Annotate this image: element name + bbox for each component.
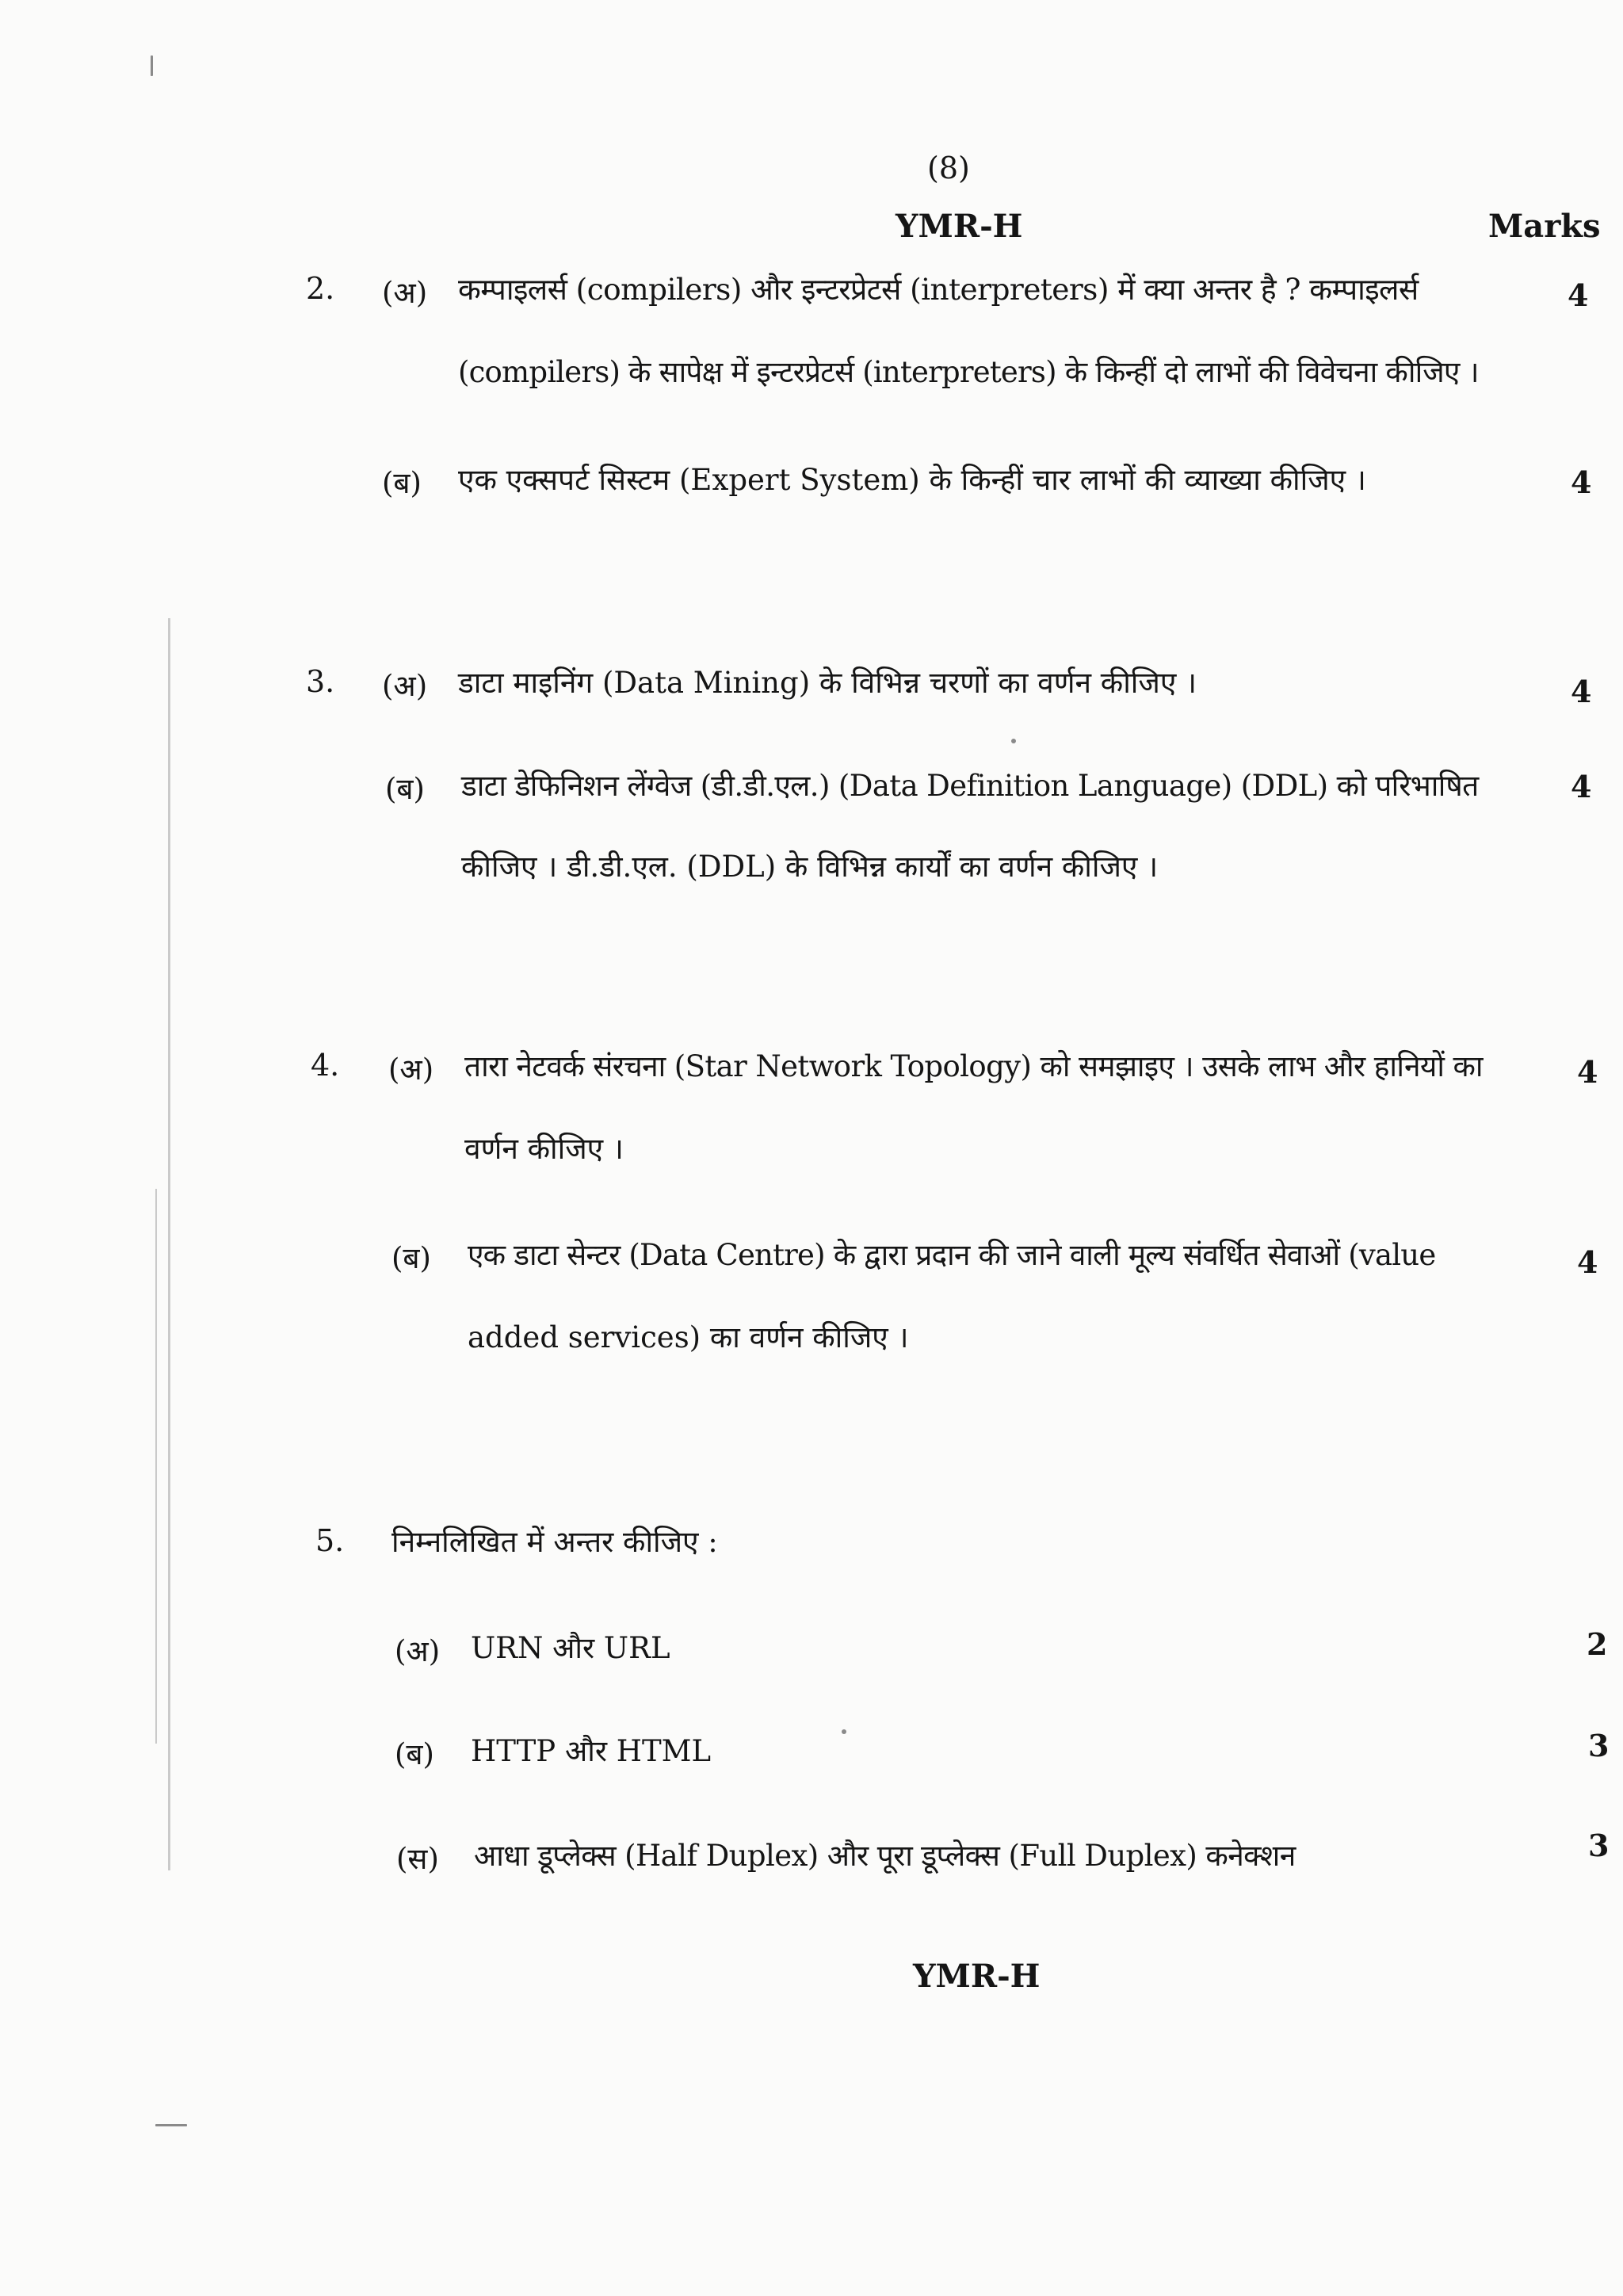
question-text: एक एक्सपर्ट सिस्टम (Expert System) के किन्हीं चार लाभों की व्याख्या कीजिए । (458, 463, 1366, 497)
question-number: 5. (315, 1523, 345, 1558)
question-text: URN और URL (471, 1631, 670, 1665)
scan-speck (1011, 739, 1016, 743)
marks-value: 2 (1587, 1626, 1608, 1662)
marks-value: 4 (1571, 769, 1592, 804)
footer-paper-code: YMR-H (913, 1958, 1041, 1995)
question-stem: निम्नलिखित में अन्तर कीजिए : (391, 1525, 718, 1559)
question-text: कम्पाइलर्स (compilers) और इन्टरप्रेटर्स (interpreters) में क्या अन्तर है ? कम्पाइलर्स (458, 272, 1419, 307)
marks-value: 4 (1568, 277, 1589, 313)
marks-value: 3 (1588, 1828, 1610, 1863)
marks-value: 3 (1588, 1728, 1610, 1763)
scan-margin-line-2 (155, 1189, 157, 1744)
marks-value: 4 (1571, 464, 1592, 500)
question-text: कीजिए । डी.डी.एल. (DDL) के विभिन्न कार्यों का वर्णन कीजिए । (461, 850, 1159, 884)
question-text: एक डाटा सेन्टर (Data Centre) के द्वारा प्रदान की जाने वाली मूल्य संवर्धित सेवाओं (value (468, 1238, 1436, 1272)
part-label: (अ) (395, 1634, 441, 1668)
question-text: added services) का वर्णन कीजिए । (468, 1320, 909, 1354)
scan-speck (151, 55, 153, 76)
question-number: 3. (306, 664, 335, 699)
part-label: (ब) (395, 1737, 434, 1771)
part-label: (स) (396, 1842, 439, 1876)
part-label: (अ) (388, 1052, 434, 1087)
part-label: (ब) (382, 466, 422, 500)
part-label: (अ) (382, 276, 428, 310)
scan-speck (842, 1729, 846, 1734)
scan-margin-line (168, 618, 170, 1870)
question-text: वर्णन कीजिए । (464, 1132, 624, 1166)
marks-heading: Marks (1488, 208, 1601, 245)
marks-value: 4 (1577, 1054, 1598, 1090)
part-label: (अ) (382, 669, 428, 703)
part-label: (ब) (391, 1241, 431, 1275)
part-label: (ब) (385, 772, 425, 806)
marks-value: 4 (1577, 1244, 1598, 1280)
question-text: आधा डूप्लेक्स (Half Duplex) और पूरा डूप्लेक्स (Full Duplex) कनेक्शन (474, 1839, 1296, 1873)
question-text: डाटा डेफिनिशन लेंग्वेज (डी.डी.एल.) (Data Definition Language) (DDL) को परिभाषित (461, 769, 1479, 803)
question-number: 4. (311, 1048, 340, 1083)
page-number: (8) (927, 151, 970, 185)
question-text: (compilers) के सापेक्ष में इन्टरप्रेटर्स (interpreters) के किन्हीं दो लाभों की विवेचना कीजिए । (458, 355, 1479, 389)
question-text: डाटा माइनिंग (Data Mining) के विभिन्न चरणों का वर्णन कीजिए । (458, 666, 1197, 700)
question-text: HTTP और HTML (471, 1734, 712, 1768)
paper-code: YMR-H (896, 208, 1023, 245)
question-number: 2. (306, 271, 335, 306)
question-text: तारा नेटवर्क संरचना (Star Network Topology) को समझाइए । उसके लाभ और हानियों का (464, 1049, 1483, 1083)
scan-speck (155, 2124, 187, 2126)
marks-value: 4 (1571, 674, 1592, 709)
